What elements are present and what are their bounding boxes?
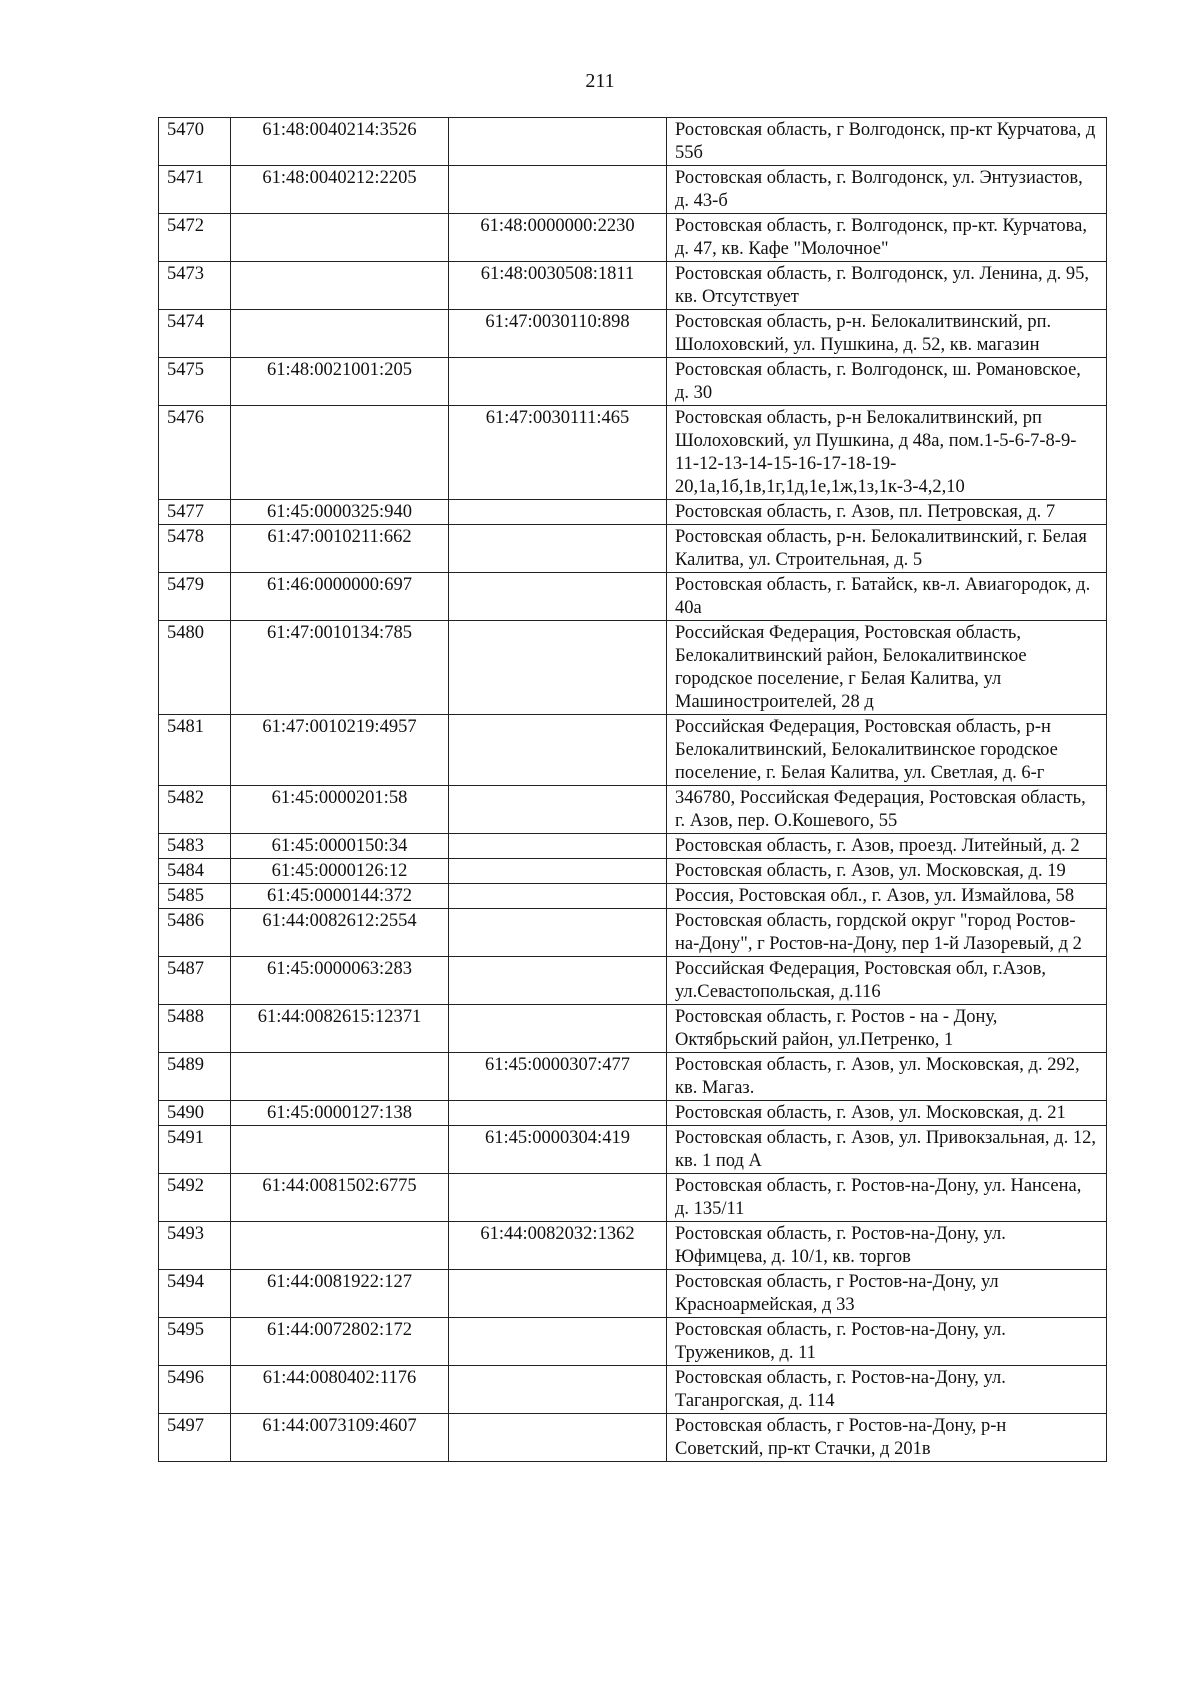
cadastral-number-cell: 61:44:0081922:127 (231, 1270, 449, 1318)
address-cell: Ростовская область, г. Азов, пл. Петровская, д. 7 (667, 500, 1107, 525)
cadastral-number-cell (231, 406, 449, 500)
related-cadastral-number-cell (449, 166, 667, 214)
cadastral-number-cell: 61:44:0072802:172 (231, 1318, 449, 1366)
cadastral-number-cell: 61:44:0082615:12371 (231, 1005, 449, 1053)
cadastral-number-cell: 61:47:0010219:4957 (231, 715, 449, 786)
related-cadastral-number-cell (449, 957, 667, 1005)
cadastral-number-cell: 61:45:0000063:283 (231, 957, 449, 1005)
row-number-cell: 5475 (159, 358, 231, 406)
table-row (159, 525, 1107, 573)
related-cadastral-number-cell (449, 1174, 667, 1222)
cadastral-number-cell (231, 262, 449, 310)
row-number-cell: 5494 (159, 1270, 231, 1318)
table-row (159, 310, 1107, 358)
related-cadastral-number-cell: 61:48:0000000:2230 (449, 214, 667, 262)
table-row (159, 1005, 1107, 1053)
cadastral-number-cell (231, 1126, 449, 1174)
related-cadastral-number-cell (449, 1318, 667, 1366)
related-cadastral-number-cell (449, 118, 667, 166)
address-cell: Ростовская область, г Ростов-на-Дону, ул Красноармейская, д 33 (667, 1270, 1107, 1318)
table-row (159, 884, 1107, 909)
table-row (159, 1414, 1107, 1462)
address-cell: Российская Федерация, Ростовская область, р-н Белокалитвинский, Белокалитвинское городское поселение, г. Белая Калитва, ул. Светлая, д. 6-г (667, 715, 1107, 786)
related-cadastral-number-cell (449, 1366, 667, 1414)
address-cell: Ростовская область, г. Ростов-на-Дону, ул. Таганрогская, д. 114 (667, 1366, 1107, 1414)
row-number-cell: 5497 (159, 1414, 231, 1462)
table-row (159, 715, 1107, 786)
row-number-cell: 5477 (159, 500, 231, 525)
table-row (159, 909, 1107, 957)
row-number-cell: 5489 (159, 1053, 231, 1101)
cadastral-number-cell: 61:44:0081502:6775 (231, 1174, 449, 1222)
address-cell: Ростовская область, г. Азов, ул. Московская, д. 19 (667, 859, 1107, 884)
table-row (159, 834, 1107, 859)
address-cell: Ростовская область, р-н. Белокалитвинский, рп. Шолоховский, ул. Пушкина, д. 52, кв. магазин (667, 310, 1107, 358)
cadastral-number-cell: 61:46:0000000:697 (231, 573, 449, 621)
row-number-cell: 5473 (159, 262, 231, 310)
cadastral-number-cell: 61:45:0000127:138 (231, 1101, 449, 1126)
related-cadastral-number-cell (449, 859, 667, 884)
row-number-cell: 5472 (159, 214, 231, 262)
row-number-cell: 5474 (159, 310, 231, 358)
cadastral-number-cell: 61:45:0000150:34 (231, 834, 449, 859)
row-number-cell: 5496 (159, 1366, 231, 1414)
row-number-cell: 5487 (159, 957, 231, 1005)
row-number-cell: 5471 (159, 166, 231, 214)
table-row (159, 166, 1107, 214)
related-cadastral-number-cell (449, 525, 667, 573)
table-row (159, 500, 1107, 525)
related-cadastral-number-cell (449, 834, 667, 859)
table-row (159, 214, 1107, 262)
registry-table-body (159, 118, 1107, 1462)
row-number-cell: 5481 (159, 715, 231, 786)
table-row (159, 262, 1107, 310)
address-cell: Ростовская область, г. Ростов-на-Дону, ул. Нансена, д. 135/11 (667, 1174, 1107, 1222)
related-cadastral-number-cell: 61:47:0030111:465 (449, 406, 667, 500)
related-cadastral-number-cell (449, 1270, 667, 1318)
address-cell: Ростовская область, р-н Белокалитвинский, рп Шолоховский, ул Пушкина, д 48а, пом.1-5-6-7-8-9-11-12-13-14-15-16-17-18-19-20,1а,1б,1в,1г,1д,1е,1ж,1з,1к-3-4,2,10 (667, 406, 1107, 500)
related-cadastral-number-cell (449, 715, 667, 786)
address-cell: Ростовская область, г. Волгодонск, ул. Энтузиастов, д. 43-б (667, 166, 1107, 214)
row-number-cell: 5485 (159, 884, 231, 909)
table-row (159, 1126, 1107, 1174)
address-cell: Ростовская область, р-н. Белокалитвинский, г. Белая Калитва, ул. Строительная, д. 5 (667, 525, 1107, 573)
cadastral-number-cell: 61:45:0000126:12 (231, 859, 449, 884)
related-cadastral-number-cell (449, 573, 667, 621)
row-number-cell: 5484 (159, 859, 231, 884)
address-cell: Ростовская область, г Ростов-на-Дону, р-н Советский, пр-кт Стачки, д 201в (667, 1414, 1107, 1462)
cadastral-number-cell: 61:47:0010211:662 (231, 525, 449, 573)
table-row (159, 1318, 1107, 1366)
table-row (159, 1101, 1107, 1126)
related-cadastral-number-cell: 61:47:0030110:898 (449, 310, 667, 358)
table-row (159, 957, 1107, 1005)
table-row (159, 1174, 1107, 1222)
table-row (159, 573, 1107, 621)
row-number-cell: 5486 (159, 909, 231, 957)
row-number-cell: 5480 (159, 621, 231, 715)
related-cadastral-number-cell: 61:48:0030508:1811 (449, 262, 667, 310)
table-row (159, 118, 1107, 166)
address-cell: Российская Федерация, Ростовская обл, г.Азов, ул.Севастопольская, д.116 (667, 957, 1107, 1005)
related-cadastral-number-cell (449, 621, 667, 715)
cadastral-number-cell: 61:44:0080402:1176 (231, 1366, 449, 1414)
row-number-cell: 5491 (159, 1126, 231, 1174)
address-cell: Ростовская область, г. Батайск, кв-л. Авиагородок, д. 40а (667, 573, 1107, 621)
address-cell: Ростовская область, гордской округ "город Ростов-на-Дону", г Ростов-на-Дону, пер 1-й Лазоревый, д 2 (667, 909, 1107, 957)
row-number-cell: 5488 (159, 1005, 231, 1053)
cadastral-number-cell: 61:45:0000201:58 (231, 786, 449, 834)
registry-table (158, 117, 1107, 1462)
row-number-cell: 5479 (159, 573, 231, 621)
row-number-cell: 5476 (159, 406, 231, 500)
cadastral-number-cell (231, 1053, 449, 1101)
related-cadastral-number-cell (449, 1005, 667, 1053)
table-row (159, 1053, 1107, 1101)
related-cadastral-number-cell: 61:45:0000307:477 (449, 1053, 667, 1101)
related-cadastral-number-cell (449, 786, 667, 834)
row-number-cell: 5493 (159, 1222, 231, 1270)
related-cadastral-number-cell (449, 909, 667, 957)
related-cadastral-number-cell: 61:45:0000304:419 (449, 1126, 667, 1174)
table-row (159, 406, 1107, 500)
related-cadastral-number-cell (449, 1414, 667, 1462)
cadastral-number-cell: 61:48:0040212:2205 (231, 166, 449, 214)
address-cell: Ростовская область, г. Азов, ул. Московская, д. 292, кв. Магаз. (667, 1053, 1107, 1101)
address-cell: Ростовская область, г. Азов, проезд. Литейный, д. 2 (667, 834, 1107, 859)
cadastral-number-cell (231, 214, 449, 262)
related-cadastral-number-cell: 61:44:0082032:1362 (449, 1222, 667, 1270)
table-row (159, 1270, 1107, 1318)
page-number: 211 (585, 70, 615, 92)
cadastral-number-cell (231, 310, 449, 358)
row-number-cell: 5495 (159, 1318, 231, 1366)
address-cell: Ростовская область, г. Азов, ул. Московская, д. 21 (667, 1101, 1107, 1126)
related-cadastral-number-cell (449, 884, 667, 909)
address-cell: 346780, Российская Федерация, Ростовская область, г. Азов, пер. О.Кошевого, 55 (667, 786, 1107, 834)
row-number-cell: 5470 (159, 118, 231, 166)
address-cell: Ростовская область, г. Волгодонск, пр-кт. Курчатова, д. 47, кв. Кафе "Молочное" (667, 214, 1107, 262)
row-number-cell: 5492 (159, 1174, 231, 1222)
cadastral-number-cell: 61:45:0000144:372 (231, 884, 449, 909)
address-cell: Россия, Ростовская обл., г. Азов, ул. Измайлова, 58 (667, 884, 1107, 909)
table-row (159, 621, 1107, 715)
row-number-cell: 5490 (159, 1101, 231, 1126)
related-cadastral-number-cell (449, 358, 667, 406)
row-number-cell: 5478 (159, 525, 231, 573)
table-row (159, 1366, 1107, 1414)
address-cell: Ростовская область, г Волгодонск, пр-кт Курчатова, д 55б (667, 118, 1107, 166)
cadastral-number-cell: 61:48:0040214:3526 (231, 118, 449, 166)
cadastral-number-cell (231, 1222, 449, 1270)
address-cell: Ростовская область, г. Волгодонск, ш. Романовское, д. 30 (667, 358, 1107, 406)
address-cell: Ростовская область, г. Ростов - на - Дону, Октябрьский район, ул.Петренко, 1 (667, 1005, 1107, 1053)
address-cell: Ростовская область, г. Азов, ул. Привокзальная, д. 12, кв. 1 под А (667, 1126, 1107, 1174)
cadastral-number-cell: 61:44:0073109:4607 (231, 1414, 449, 1462)
address-cell: Ростовская область, г. Ростов-на-Дону, ул. Тружеников, д. 11 (667, 1318, 1107, 1366)
address-cell: Ростовская область, г. Ростов-на-Дону, ул. Юфимцева, д. 10/1, кв. торгов (667, 1222, 1107, 1270)
cadastral-number-cell: 61:47:0010134:785 (231, 621, 449, 715)
table-row (159, 859, 1107, 884)
cadastral-number-cell: 61:48:0021001:205 (231, 358, 449, 406)
related-cadastral-number-cell (449, 1101, 667, 1126)
row-number-cell: 5483 (159, 834, 231, 859)
cadastral-number-cell: 61:44:0082612:2554 (231, 909, 449, 957)
related-cadastral-number-cell (449, 500, 667, 525)
table-row (159, 1222, 1107, 1270)
address-cell: Российская Федерация, Ростовская область, Белокалитвинский район, Белокалитвинское городское поселение, г Белая Калитва, ул Машиностроителей, 28 д (667, 621, 1107, 715)
table-row (159, 786, 1107, 834)
cadastral-number-cell: 61:45:0000325:940 (231, 500, 449, 525)
table-row (159, 358, 1107, 406)
address-cell: Ростовская область, г. Волгодонск, ул. Ленина, д. 95, кв. Отсутствует (667, 262, 1107, 310)
row-number-cell: 5482 (159, 786, 231, 834)
